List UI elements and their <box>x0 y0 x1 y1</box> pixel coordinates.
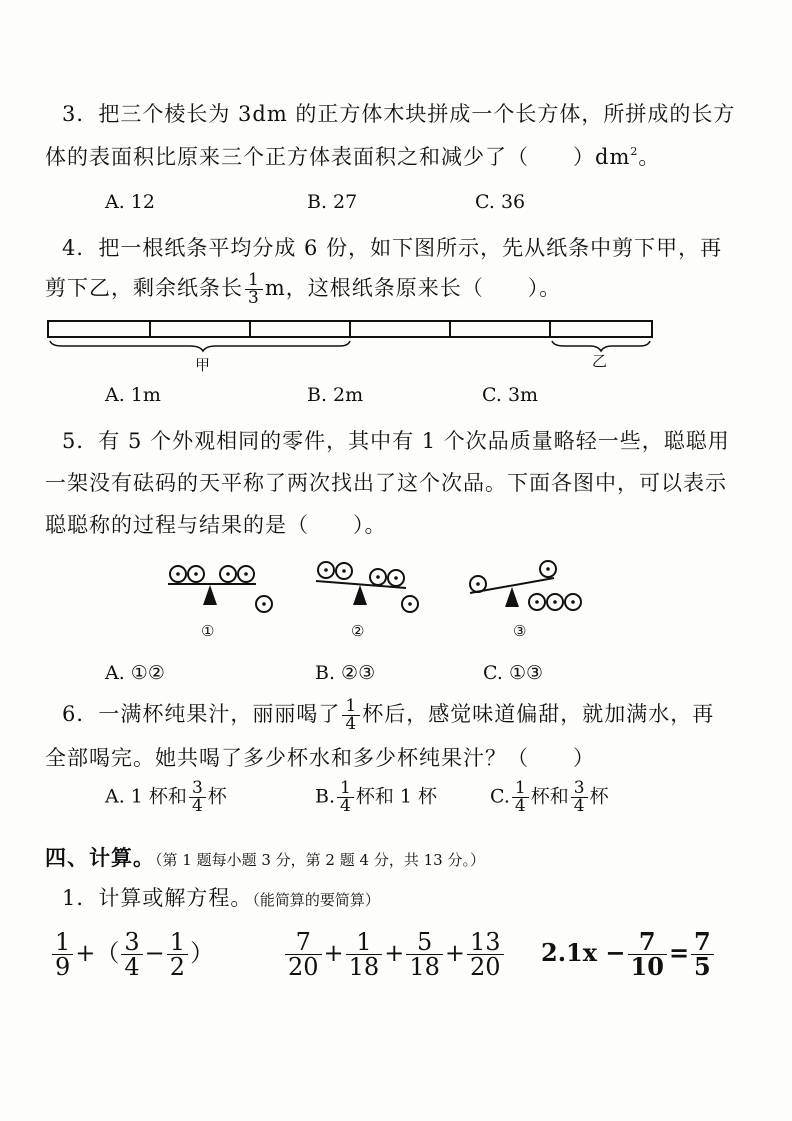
frac-den: 4 <box>514 796 526 816</box>
section4-heading-line <box>45 847 485 869</box>
part-circle <box>529 594 545 610</box>
figure-label-3: ③ <box>513 622 527 640</box>
part-circle <box>238 566 254 582</box>
q6-option-b-post: 杯和 1 杯 <box>355 785 438 808</box>
part-circle <box>188 566 204 582</box>
part-circle <box>565 594 581 610</box>
frac-num: 5 <box>406 930 443 955</box>
frac-num: 3 <box>189 780 206 798</box>
q6-line1-post: 杯后，感觉味道偏甜，就加满水，再 <box>362 702 715 726</box>
q4-line2-post: m，这根纸条原来长（ ）。 <box>264 276 562 300</box>
frac-7-5 <box>691 927 714 981</box>
q6-option-a <box>105 780 227 815</box>
q3-line2 <box>45 146 660 168</box>
part-circle <box>540 561 556 577</box>
frac-1-18 <box>346 930 383 979</box>
paper-strip-diagram <box>40 315 665 375</box>
q6-line2: 全部喝完。她共喝了多少杯水和多少杯纯果汁？（ ） <box>45 746 595 770</box>
q5-option-b: B. ②③ <box>315 662 376 684</box>
frac-num: 7 <box>691 930 714 955</box>
frac-5-18 <box>406 930 443 979</box>
section4-note: （第 1 题每小题 3 分，第 2 题 4 分，共 13 分。） <box>155 851 485 869</box>
q6-option-b-fraction <box>337 780 354 815</box>
balance-fulcrum <box>203 585 217 605</box>
frac-7-10 <box>628 927 667 981</box>
q6-option-a-post: 杯 <box>207 785 227 808</box>
label-jia: 甲 <box>195 356 211 374</box>
q6-option-a-pre: A. 1 杯和 <box>105 785 187 808</box>
figure-label-1: ① <box>201 622 215 640</box>
section4-heading: 四、计算。 <box>45 845 155 870</box>
q5-line2: 一架没有砝码的天平称了两次找出了这个次品。下面各图中，可以表示 <box>45 471 727 495</box>
q4-option-b: B. 2m <box>307 384 364 406</box>
q4-line2-pre: 剪下乙，剩余纸条长 <box>45 276 243 300</box>
expression-1 <box>50 930 214 979</box>
frac-den: 4 <box>573 796 585 816</box>
q4-fraction <box>245 272 263 307</box>
part-circle <box>547 594 563 610</box>
op: + <box>444 939 465 967</box>
frac-num: 3 <box>571 780 588 798</box>
q6-option-c-pre: C. <box>490 785 510 808</box>
q4-frac-num: 1 <box>245 272 263 290</box>
equation-lhs: 2.1x − <box>541 938 626 967</box>
q6-line1 <box>62 698 714 733</box>
frac-1-2 <box>167 930 188 979</box>
frac-3-4 <box>121 930 142 979</box>
q4-line2 <box>45 272 561 307</box>
balance-figure-1 <box>160 560 280 620</box>
balance-figure-2 <box>310 556 430 622</box>
frac-num: 7 <box>285 930 322 955</box>
q6-option-c-fraction-1 <box>512 780 529 815</box>
op: + <box>384 939 405 967</box>
q6-option-c-post: 杯 <box>589 785 609 808</box>
part-circle <box>370 569 386 585</box>
frac-num: 1 <box>337 780 354 798</box>
q6-option-c-mid: 杯和 <box>530 785 569 808</box>
sub1-note: （能简算的要简算） <box>252 891 380 909</box>
frac-7-20 <box>285 930 322 979</box>
part-circle <box>336 563 352 579</box>
frac-den: 20 <box>469 953 501 981</box>
frac-den: 4 <box>191 796 203 816</box>
op: − <box>144 939 165 967</box>
sub1-title: 1．计算或解方程。 <box>62 886 253 910</box>
expression-2 <box>283 930 506 979</box>
balance-fulcrum <box>505 587 519 607</box>
figure-label-2: ② <box>351 622 365 640</box>
q3-option-c: C. 36 <box>475 191 526 213</box>
frac-num: 1 <box>512 780 529 798</box>
op: +（ <box>75 939 120 967</box>
brace-yi <box>552 341 650 351</box>
expression-3 <box>541 927 716 981</box>
q4-line1: 4．把一根纸条平均分成 6 份，如下图所示，先从纸条中剪下甲，再 <box>62 236 723 260</box>
q5-line3: 聪聪称的过程与结果的是（ ）。 <box>45 513 387 537</box>
frac-1-9 <box>52 930 73 979</box>
q6-line1-pre: 6．一满杯纯果汁，丽丽喝了 <box>62 702 341 726</box>
q5-option-a: A. ①② <box>105 662 165 684</box>
q3-line2-end: 。 <box>638 145 661 169</box>
op: = <box>668 938 690 967</box>
frac-num: 13 <box>467 930 504 955</box>
frac-num: 1 <box>346 930 383 955</box>
q6-frac-num: 1 <box>342 698 360 716</box>
q3-option-b: B. 27 <box>307 191 358 213</box>
q6-option-b <box>315 780 437 815</box>
part-circle <box>220 566 236 582</box>
part-circle <box>256 596 272 612</box>
part-circle <box>402 596 418 612</box>
frac-den: 20 <box>288 953 319 981</box>
frac-13-20 <box>467 930 504 979</box>
q4-option-a: A. 1m <box>105 384 161 406</box>
frac-den: 10 <box>630 952 664 981</box>
q6-option-a-fraction <box>189 780 206 815</box>
q3-option-a: A. 12 <box>105 191 155 213</box>
op: ） <box>190 939 215 967</box>
q5-option-c: C. ①③ <box>483 662 544 684</box>
q6-frac-den: 4 <box>345 714 358 734</box>
q4-frac-den: 3 <box>248 288 260 308</box>
q4-option-c: C. 3m <box>482 384 539 406</box>
frac-num: 7 <box>628 930 667 955</box>
frac-num: 3 <box>121 930 142 955</box>
op: + <box>323 939 344 967</box>
q6-option-c-fraction-2 <box>571 780 588 815</box>
q5-line1: 5．有 5 个外观相同的零件，其中有 1 个次品质量略轻一些，聪聪用 <box>62 429 730 453</box>
q3-line1: 3．把三个棱长为 3dm 的正方体木块拼成一个长方体，所拼成的长方 <box>62 102 736 126</box>
q6-fraction <box>342 698 360 733</box>
frac-num: 1 <box>167 930 188 955</box>
balance-figure-3 <box>462 558 587 622</box>
frac-den: 18 <box>409 953 440 981</box>
frac-den: 18 <box>348 953 380 981</box>
frac-den: 4 <box>124 953 140 981</box>
frac-den: 5 <box>694 952 711 981</box>
label-yi: 乙 <box>592 352 608 370</box>
q3-unit-superscript: 2 <box>630 145 639 158</box>
frac-num: 1 <box>52 930 73 955</box>
part-circle <box>318 562 334 578</box>
q3-line2-text: 体的表面积比原来三个正方体表面积之和减少了（ ）dm <box>45 145 631 169</box>
frac-den: 2 <box>169 953 186 981</box>
brace-jia <box>50 341 350 351</box>
sub1-title-line <box>62 888 380 909</box>
frac-den: 4 <box>340 796 351 816</box>
q6-option-b-pre: B. <box>315 785 336 808</box>
part-circle <box>388 570 404 586</box>
frac-den: 9 <box>55 953 71 981</box>
balance-fulcrum <box>353 585 367 605</box>
q6-option-c <box>490 780 609 815</box>
part-circle <box>170 566 186 582</box>
